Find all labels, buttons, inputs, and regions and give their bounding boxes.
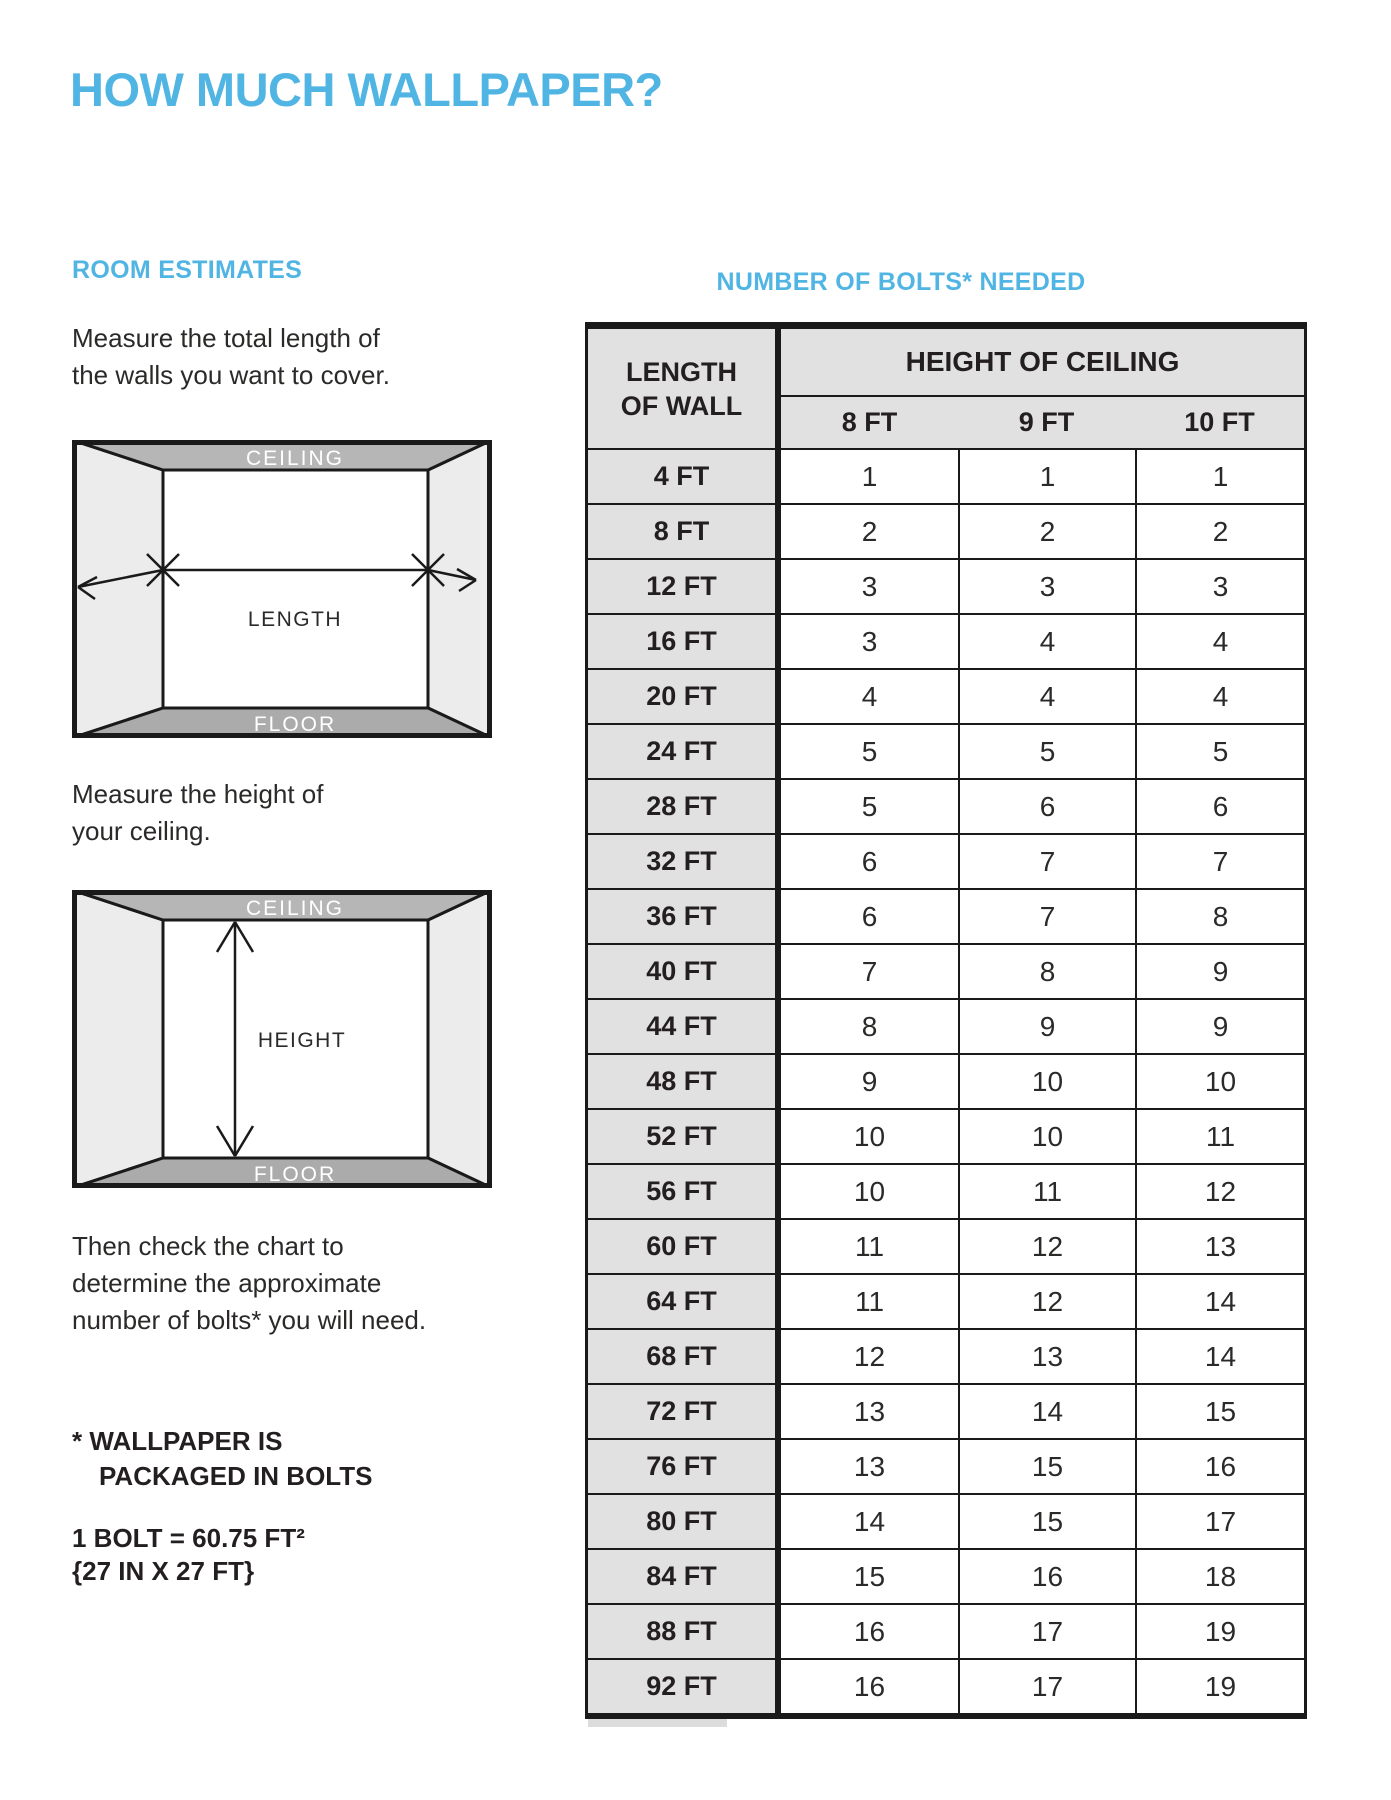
bolt-count-cell: 13: [958, 1328, 1135, 1383]
bolt-count-cell: 6: [781, 833, 958, 888]
row-label: 20 FT: [588, 668, 781, 723]
bolt-count-cell: 11: [781, 1218, 958, 1273]
row-label: 64 FT: [588, 1273, 781, 1328]
instruction-measure-height: [72, 776, 324, 850]
row-label: 80 FT: [588, 1493, 781, 1548]
bolt-size-line2: {27 IN X 27 FT}: [72, 1556, 255, 1586]
bolt-count-cell: 10: [1135, 1053, 1304, 1108]
bolt-count-cell: 6: [781, 888, 958, 943]
back-wall-shape: [163, 470, 428, 708]
bolt-count-cell: 8: [958, 943, 1135, 998]
bolt-count-cell: 9: [1135, 998, 1304, 1053]
bolt-count-cell: 3: [781, 558, 958, 613]
bolt-count-cell: 14: [781, 1493, 958, 1548]
bolt-count-cell: 16: [781, 1658, 958, 1713]
bolt-count-cell: 3: [1135, 558, 1304, 613]
row-label: 16 FT: [588, 613, 781, 668]
instruction-measure-height-line2: your ceiling.: [72, 816, 211, 846]
instruction-check-chart-line1: Then check the chart to: [72, 1231, 344, 1261]
instruction-check-chart-line2: determine the approximate: [72, 1268, 382, 1298]
bolt-count-cell: 5: [781, 723, 958, 778]
bolt-count-cell: 9: [958, 998, 1135, 1053]
instruction-measure-height-line1: Measure the height of: [72, 779, 324, 809]
page-title: HOW MUCH WALLPAPER?: [70, 63, 663, 116]
floor-label: FLOOR: [253, 1163, 337, 1186]
height-label: HEIGHT: [257, 1029, 347, 1052]
row-label: 4 FT: [588, 448, 781, 503]
bolt-count-cell: 4: [1135, 613, 1304, 668]
bolt-count-cell: 16: [1135, 1438, 1304, 1493]
bolt-count-cell: 18: [1135, 1548, 1304, 1603]
bolt-count-cell: 8: [781, 998, 958, 1053]
bolt-count-cell: 14: [1135, 1328, 1304, 1383]
bolt-count-cell: 14: [958, 1383, 1135, 1438]
floor-label: FLOOR: [253, 713, 337, 736]
bolt-count-cell: 7: [1135, 833, 1304, 888]
instruction-check-chart: [72, 1228, 426, 1339]
bolt-count-cell: 17: [958, 1658, 1135, 1713]
row-label: 68 FT: [588, 1328, 781, 1383]
bolts-table: [585, 322, 1307, 1719]
bolt-count-cell: 17: [1135, 1493, 1304, 1548]
row-label: 36 FT: [588, 888, 781, 943]
right-wall-shape: [428, 890, 492, 1188]
row-label: 56 FT: [588, 1163, 781, 1218]
bolt-count-cell: 12: [1135, 1163, 1304, 1218]
footnote-line1: * WALLPAPER IS: [72, 1426, 283, 1456]
bolt-count-cell: 16: [781, 1603, 958, 1658]
row-label: 24 FT: [588, 723, 781, 778]
row-label: 32 FT: [588, 833, 781, 888]
bolt-count-cell: 3: [781, 613, 958, 668]
bolt-count-cell: 5: [958, 723, 1135, 778]
length-label: LENGTH: [247, 608, 343, 631]
bolt-count-cell: 19: [1135, 1603, 1304, 1658]
bolt-count-cell: 13: [781, 1383, 958, 1438]
length-of-wall-header-line1: LENGTH: [626, 356, 737, 387]
bolt-count-cell: 10: [958, 1053, 1135, 1108]
row-label: 72 FT: [588, 1383, 781, 1438]
bolt-count-cell: 2: [958, 503, 1135, 558]
room-length-diagram: [72, 440, 492, 738]
row-label: 48 FT: [588, 1053, 781, 1108]
row-label: 84 FT: [588, 1548, 781, 1603]
row-label: 8 FT: [588, 503, 781, 558]
bolts-needed-heading: NUMBER OF BOLTS* NEEDED: [716, 268, 1086, 296]
ceiling-label: CEILING: [245, 447, 345, 470]
bolt-count-cell: 1: [781, 448, 958, 503]
bolt-count-cell: 4: [781, 668, 958, 723]
bolt-count-cell: 2: [1135, 503, 1304, 558]
bolt-count-cell: 13: [1135, 1218, 1304, 1273]
bolt-count-cell: 11: [781, 1273, 958, 1328]
room-height-diagram: [72, 890, 492, 1188]
bolt-count-cell: 4: [958, 668, 1135, 723]
wallpaper-bolts-footnote: [72, 1424, 372, 1494]
ceiling-label: CEILING: [245, 897, 345, 920]
height-of-ceiling-header: HEIGHT OF CEILING: [781, 329, 1304, 395]
bolt-count-cell: 7: [958, 833, 1135, 888]
row-label: 52 FT: [588, 1108, 781, 1163]
bolt-count-cell: 8: [1135, 888, 1304, 943]
left-wall-shape: [72, 890, 163, 1188]
bolt-count-cell: 9: [1135, 943, 1304, 998]
bolt-count-cell: 1: [958, 448, 1135, 503]
bolt-count-cell: 12: [781, 1328, 958, 1383]
bolt-count-cell: 4: [1135, 668, 1304, 723]
bolt-size-info: [72, 1522, 305, 1588]
row-label: 40 FT: [588, 943, 781, 998]
bolt-count-cell: 3: [958, 558, 1135, 613]
column-header-10ft: 10 FT: [1135, 395, 1304, 448]
bolt-count-cell: 12: [958, 1273, 1135, 1328]
bolt-count-cell: 16: [958, 1548, 1135, 1603]
bolt-count-cell: 15: [958, 1438, 1135, 1493]
bolt-count-cell: 4: [958, 613, 1135, 668]
instruction-check-chart-line3: number of bolts* you will need.: [72, 1305, 427, 1335]
instruction-measure-length: [72, 320, 390, 394]
bolt-count-cell: 6: [958, 778, 1135, 833]
bolt-count-cell: 15: [1135, 1383, 1304, 1438]
row-label: 92 FT: [588, 1658, 781, 1713]
bolt-count-cell: 11: [958, 1163, 1135, 1218]
bolt-count-cell: 14: [1135, 1273, 1304, 1328]
bolt-count-cell: 17: [958, 1603, 1135, 1658]
bolt-count-cell: 15: [781, 1548, 958, 1603]
bolt-count-cell: 6: [1135, 778, 1304, 833]
bolt-count-cell: 7: [781, 943, 958, 998]
row-label: 28 FT: [588, 778, 781, 833]
bolt-count-cell: 1: [1135, 448, 1304, 503]
room-estimates-heading: ROOM ESTIMATES: [72, 256, 303, 284]
length-of-wall-header-line2: OF WALL: [620, 390, 743, 421]
bolt-count-cell: 10: [958, 1108, 1135, 1163]
bolt-count-cell: 10: [781, 1163, 958, 1218]
bolt-count-cell: 11: [1135, 1108, 1304, 1163]
row-label: 60 FT: [588, 1218, 781, 1273]
bolt-count-cell: 5: [1135, 723, 1304, 778]
instruction-measure-length-line2: the walls you want to cover.: [72, 360, 390, 390]
bolt-count-cell: 15: [958, 1493, 1135, 1548]
footnote-line2: PACKAGED IN BOLTS: [99, 1461, 373, 1491]
column-header-8ft: 8 FT: [781, 395, 958, 448]
row-label: 76 FT: [588, 1438, 781, 1493]
row-label: 44 FT: [588, 998, 781, 1053]
bolt-count-cell: 13: [781, 1438, 958, 1493]
row-label: 88 FT: [588, 1603, 781, 1658]
bolt-count-cell: 10: [781, 1108, 958, 1163]
table-bottom-sliver: [588, 1719, 727, 1727]
bolt-count-cell: 9: [781, 1053, 958, 1108]
column-header-9ft: 9 FT: [958, 395, 1135, 448]
bolt-count-cell: 12: [958, 1218, 1135, 1273]
bolt-size-line1: 1 BOLT = 60.75 FT²: [72, 1523, 305, 1553]
instruction-measure-length-line1: Measure the total length of: [72, 323, 380, 353]
bolt-count-cell: 7: [958, 888, 1135, 943]
left-wall-shape: [72, 440, 163, 738]
length-of-wall-header: [588, 329, 781, 448]
row-label: 12 FT: [588, 558, 781, 613]
bolt-count-cell: 19: [1135, 1658, 1304, 1713]
bolt-count-cell: 5: [781, 778, 958, 833]
bolt-count-cell: 2: [781, 503, 958, 558]
